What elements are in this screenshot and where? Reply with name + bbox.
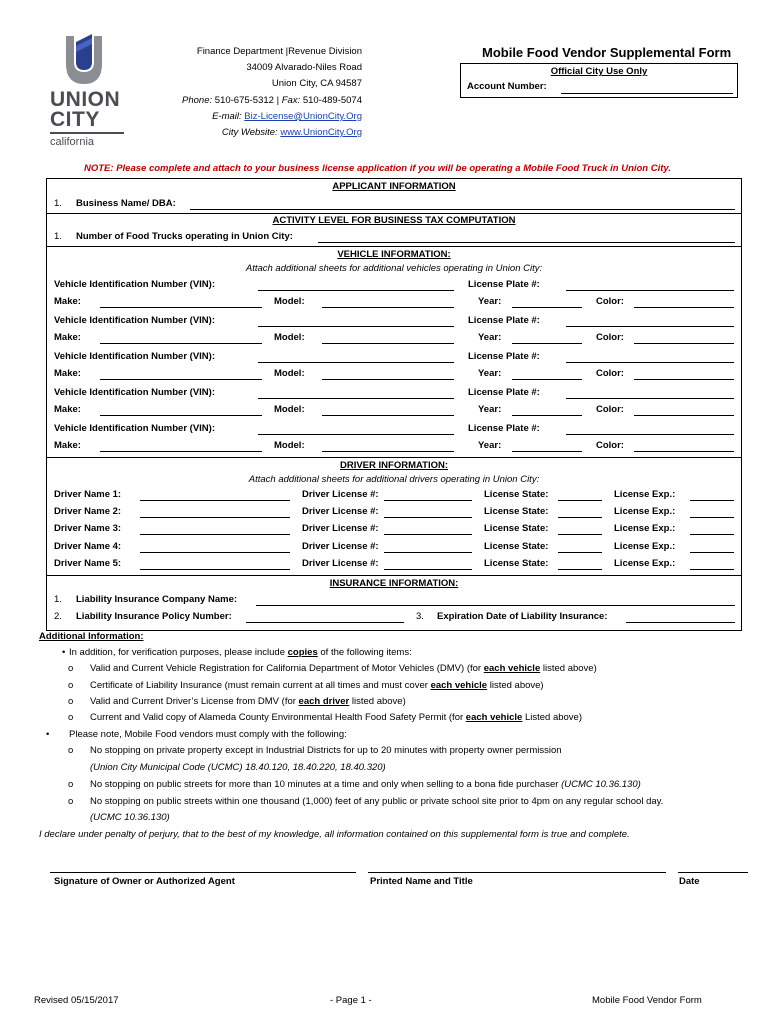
rule-public-streets-time: [90, 779, 641, 790]
compliance-intro: Please note, Mobile Food vendors must comply with the following:: [69, 729, 347, 740]
account-number-label: Account Number:: [467, 81, 547, 92]
license-exp-field-4[interactable]: [690, 552, 734, 553]
license-exp-field-3[interactable]: [690, 534, 734, 535]
bullet-icon: •: [46, 729, 50, 740]
insurance-expiration-label: Expiration Date of Liability Insurance:: [437, 611, 608, 622]
plate-field-1[interactable]: [566, 290, 734, 291]
item-emphasis: each vehicle: [465, 712, 523, 723]
insurance-policy-field[interactable]: [246, 622, 404, 623]
vehicle-divider: [46, 246, 742, 247]
item-drivers-license: [90, 696, 406, 707]
item-text: Valid and Current Driver’s License from DMV (for: [90, 696, 296, 707]
plate-field-3[interactable]: [566, 362, 734, 363]
license-state-label-5: License State:: [484, 558, 549, 569]
vin-field-3[interactable]: [258, 362, 454, 363]
fax-value: 510-489-5074: [302, 94, 362, 106]
vin-label-5: Vehicle Identification Number (VIN):: [54, 423, 215, 434]
item-text: Valid and Current Vehicle Registration for California Department of Motor Vehicles (DMV) (for: [90, 663, 482, 674]
rule-private-property-cite: (Union City Municipal Code (UCMC) 18.40.120, 18.40.220, 18.40.320): [90, 762, 386, 773]
make-label-5: Make:: [54, 440, 81, 451]
license-state-field-5[interactable]: [558, 569, 602, 570]
activity-divider: [46, 213, 742, 214]
sub-bullet-icon: o: [68, 712, 74, 723]
color-label-4: Color:: [596, 404, 624, 415]
year-label-4: Year:: [478, 404, 502, 415]
official-use-label: Official City Use Only: [550, 66, 648, 77]
plate-label-1: License Plate #:: [468, 279, 540, 290]
color-field-5[interactable]: [634, 451, 734, 452]
insurance-num2: 2.: [54, 611, 62, 622]
logo-divider: [50, 132, 124, 134]
make-field-2[interactable]: [100, 343, 262, 344]
sub-bullet-icon: o: [68, 680, 74, 691]
verification-intro: [69, 647, 412, 658]
item-text: Current and Valid copy of Alameda County Environmental Health Food Safety Permit (for: [90, 712, 464, 723]
vin-field-5[interactable]: [258, 434, 454, 435]
license-exp-label-5: License Exp.:: [614, 558, 676, 569]
color-field-1[interactable]: [634, 307, 734, 308]
dept-website: [182, 125, 362, 141]
driver-name-label-3: Driver Name 3:: [54, 523, 122, 534]
copies-emphasis: copies: [287, 647, 318, 658]
plate-field-2[interactable]: [566, 326, 734, 327]
separator: |: [276, 94, 280, 106]
insurance-company-label: Liability Insurance Company Name:: [76, 594, 238, 605]
driver-name-field-3[interactable]: [140, 534, 290, 535]
website-link[interactable]: www.UnionCity.Org: [280, 127, 362, 139]
business-name-label: Business Name/ DBA:: [76, 198, 176, 209]
driver-license-field-2[interactable]: [384, 517, 472, 518]
make-field-3[interactable]: [100, 379, 262, 380]
driver-license-label-2: Driver License #:: [302, 506, 379, 517]
bullet-icon: •: [62, 647, 66, 658]
sub-bullet-icon: o: [68, 796, 74, 807]
make-field-1[interactable]: [100, 307, 262, 308]
model-label-4: Model:: [274, 404, 305, 415]
printed-name-label: Printed Name and Title: [370, 876, 473, 887]
license-state-label-1: License State:: [484, 489, 549, 500]
color-field-4[interactable]: [634, 415, 734, 416]
plate-field-5[interactable]: [566, 434, 734, 435]
verification-end: of the following items:: [320, 647, 412, 658]
date-field[interactable]: [678, 872, 748, 873]
driver-name-label-5: Driver Name 5:: [54, 558, 122, 569]
driver-license-field-4[interactable]: [384, 552, 472, 553]
activity-num: 1.: [54, 231, 62, 242]
model-field-3[interactable]: [322, 379, 454, 380]
vehicle-header: VEHICLE INFORMATION:: [337, 249, 451, 260]
license-state-field-4[interactable]: [558, 552, 602, 553]
color-label-5: Color:: [596, 440, 624, 451]
driver-name-field-2[interactable]: [140, 517, 290, 518]
make-label-1: Make:: [54, 296, 81, 307]
license-exp-label-1: License Exp.:: [614, 489, 676, 500]
food-trucks-label: Number of Food Trucks operating in Union City:: [76, 231, 293, 242]
make-label-2: Make:: [54, 332, 81, 343]
driver-license-field-1[interactable]: [384, 500, 472, 501]
vin-field-2[interactable]: [258, 326, 454, 327]
item-emphasis: each vehicle: [483, 663, 541, 674]
license-exp-label-3: License Exp.:: [614, 523, 676, 534]
color-label-3: Color:: [596, 368, 624, 379]
footer-revised: Revised 05/15/2017: [34, 995, 119, 1006]
plate-label-4: License Plate #:: [468, 387, 540, 398]
verification-text: In addition, for verification purposes, please include: [69, 647, 285, 658]
declaration-text: I declare under penalty of perjury, that to the best of my knowledge, all information contained on this supplemental form is true and complete.: [39, 829, 630, 840]
model-field-5[interactable]: [322, 451, 454, 452]
rule-cite: (UCMC 10.36.130): [561, 779, 641, 790]
driver-name-field-5[interactable]: [140, 569, 290, 570]
make-label-3: Make:: [54, 368, 81, 379]
item-end: listed above): [542, 663, 597, 674]
year-field-3[interactable]: [512, 379, 582, 380]
make-field-4[interactable]: [100, 415, 262, 416]
driver-name-label-1: Driver Name 1:: [54, 489, 122, 500]
insurance-num1: 1.: [54, 594, 62, 605]
item-end: listed above): [489, 680, 544, 691]
vehicle-subheader: Attach additional sheets for additional vehicles operating in Union City:: [245, 263, 543, 274]
model-label-3: Model:: [274, 368, 305, 379]
year-field-5[interactable]: [512, 451, 582, 452]
logo-union: UNION: [50, 88, 121, 111]
item-emphasis: each vehicle: [430, 680, 488, 691]
model-field-1[interactable]: [322, 307, 454, 308]
vin-label-1: Vehicle Identification Number (VIN):: [54, 279, 215, 290]
driver-name-label-2: Driver Name 2:: [54, 506, 122, 517]
item-emphasis: each driver: [298, 696, 350, 707]
email-label: E-mail:: [212, 110, 242, 122]
plate-field-4[interactable]: [566, 398, 734, 399]
vin-label-3: Vehicle Identification Number (VIN):: [54, 351, 215, 362]
driver-subheader: Attach additional sheets for additional drivers operating in Union City:: [248, 474, 540, 485]
vin-field-1[interactable]: [258, 290, 454, 291]
phone-value: 510-675-5312: [214, 94, 274, 106]
date-label: Date: [679, 876, 700, 887]
make-field-5[interactable]: [100, 451, 262, 452]
insurance-expiration-field[interactable]: [626, 622, 735, 623]
union-city-logo: [50, 32, 130, 150]
year-label-3: Year:: [478, 368, 502, 379]
applicant-num: 1.: [54, 198, 62, 209]
insurance-num3: 3.: [416, 611, 424, 622]
activity-header: ACTIVITY LEVEL FOR BUSINESS TAX COMPUTATION: [272, 215, 516, 226]
plate-label-3: License Plate #:: [468, 351, 540, 362]
vin-label-2: Vehicle Identification Number (VIN):: [54, 315, 215, 326]
plate-label-5: License Plate #:: [468, 423, 540, 434]
model-field-2[interactable]: [322, 343, 454, 344]
year-label-2: Year:: [478, 332, 502, 343]
website-label: City Website:: [221, 127, 278, 139]
phone-label: Phone:: [182, 94, 213, 106]
dept-email: [182, 109, 362, 125]
driver-license-label-4: Driver License #:: [302, 541, 379, 552]
signature-label: Signature of Owner or Authorized Agent: [54, 876, 235, 887]
rule-school-distance-cite: (UCMC 10.36.130): [90, 812, 170, 823]
driver-name-field-4[interactable]: [140, 552, 290, 553]
insurance-company-field[interactable]: [256, 605, 735, 606]
make-label-4: Make:: [54, 404, 81, 415]
license-state-field-2[interactable]: [558, 517, 602, 518]
rule-school-distance: No stopping on public streets within one thousand (1,000) feet of any public or private school site prior to 4pm on any regular school day.: [90, 796, 664, 807]
license-exp-field-2[interactable]: [690, 517, 734, 518]
year-field-2[interactable]: [512, 343, 582, 344]
footer-page: - Page 1 -: [330, 995, 372, 1006]
logo-city: CITY: [50, 108, 100, 131]
logo-california: california: [50, 136, 95, 148]
license-state-field-3[interactable]: [558, 534, 602, 535]
dept-line1: Finance Department |Revenue Division: [196, 46, 362, 57]
color-label-1: Color:: [596, 296, 624, 307]
food-trucks-field[interactable]: [318, 242, 735, 243]
sub-bullet-icon: o: [68, 663, 74, 674]
insurance-header: INSURANCE INFORMATION:: [329, 578, 459, 589]
model-label-2: Model:: [274, 332, 305, 343]
account-number-field[interactable]: [561, 93, 733, 94]
driver-license-label-1: Driver License #:: [302, 489, 379, 500]
sub-bullet-icon: o: [68, 745, 74, 756]
license-exp-label-2: License Exp.:: [614, 506, 676, 517]
department-info: [182, 44, 362, 141]
item-liability-certificate: [90, 680, 544, 691]
form-title: Mobile Food Vendor Supplemental Form: [482, 45, 732, 60]
license-state-label-2: License State:: [484, 506, 549, 517]
driver-license-field-3[interactable]: [384, 534, 472, 535]
footer-form-name: Mobile Food Vendor Form: [592, 995, 702, 1006]
license-state-label-3: License State:: [484, 523, 549, 534]
driver-divider: [46, 457, 742, 458]
license-exp-label-4: License Exp.:: [614, 541, 676, 552]
dept-phone-fax: [182, 93, 362, 109]
union-city-emblem-icon: [62, 32, 106, 88]
fax-label: Fax:: [281, 94, 301, 106]
dept-line2: 34009 Alvarado-Niles Road: [246, 62, 362, 74]
driver-license-label-5: Driver License #:: [302, 558, 379, 569]
business-name-field[interactable]: [190, 209, 735, 210]
rule-text: No stopping on public streets for more than 10 minutes at a time and only when selling to a bona fide purchaser: [90, 779, 559, 790]
note-text: NOTE: Please complete and attach to your business license application if you will be operating a Mobile Food Truck in Union City.: [84, 163, 671, 174]
email-link[interactable]: Biz-License@UnionCity.Org: [244, 110, 362, 122]
insurance-divider: [46, 575, 742, 576]
color-field-3[interactable]: [634, 379, 734, 380]
year-label-5: Year:: [478, 440, 502, 451]
driver-license-field-5[interactable]: [384, 569, 472, 570]
driver-name-field-1[interactable]: [140, 500, 290, 501]
model-field-4[interactable]: [322, 415, 454, 416]
vin-label-4: Vehicle Identification Number (VIN):: [54, 387, 215, 398]
item-vehicle-registration: [90, 663, 597, 674]
official-use-box: [460, 63, 738, 98]
year-field-1[interactable]: [512, 307, 582, 308]
dept-line3: Union City, CA 94587: [271, 78, 362, 90]
driver-license-label-3: Driver License #:: [302, 523, 379, 534]
signature-field[interactable]: [50, 872, 356, 873]
item-end: listed above): [351, 696, 406, 707]
sub-bullet-icon: o: [68, 779, 74, 790]
item-end: Listed above): [524, 712, 582, 723]
item-food-safety-permit: [90, 712, 582, 723]
license-exp-field-5[interactable]: [690, 569, 734, 570]
vin-field-4[interactable]: [258, 398, 454, 399]
year-label-1: Year:: [478, 296, 502, 307]
color-label-2: Color:: [596, 332, 624, 343]
year-field-4[interactable]: [512, 415, 582, 416]
additional-info-title: Additional Information:: [39, 631, 144, 642]
license-state-field-1[interactable]: [558, 500, 602, 501]
plate-label-2: License Plate #:: [468, 315, 540, 326]
rule-private-property: No stopping on private property except in Industrial Districts for up to 20 minutes with property owner permission: [90, 745, 562, 756]
model-label-1: Model:: [274, 296, 305, 307]
sub-bullet-icon: o: [68, 696, 74, 707]
license-state-label-4: License State:: [484, 541, 549, 552]
insurance-policy-label: Liability Insurance Policy Number:: [76, 611, 232, 622]
item-text: Certificate of Liability Insurance (must remain current at all times and must cover: [90, 680, 428, 691]
printed-name-field[interactable]: [368, 872, 666, 873]
applicant-header: APPLICANT INFORMATION: [332, 181, 456, 192]
color-field-2[interactable]: [634, 343, 734, 344]
driver-header: DRIVER INFORMATION:: [339, 460, 448, 471]
license-exp-field-1[interactable]: [690, 500, 734, 501]
driver-name-label-4: Driver Name 4:: [54, 541, 122, 552]
model-label-5: Model:: [274, 440, 305, 451]
